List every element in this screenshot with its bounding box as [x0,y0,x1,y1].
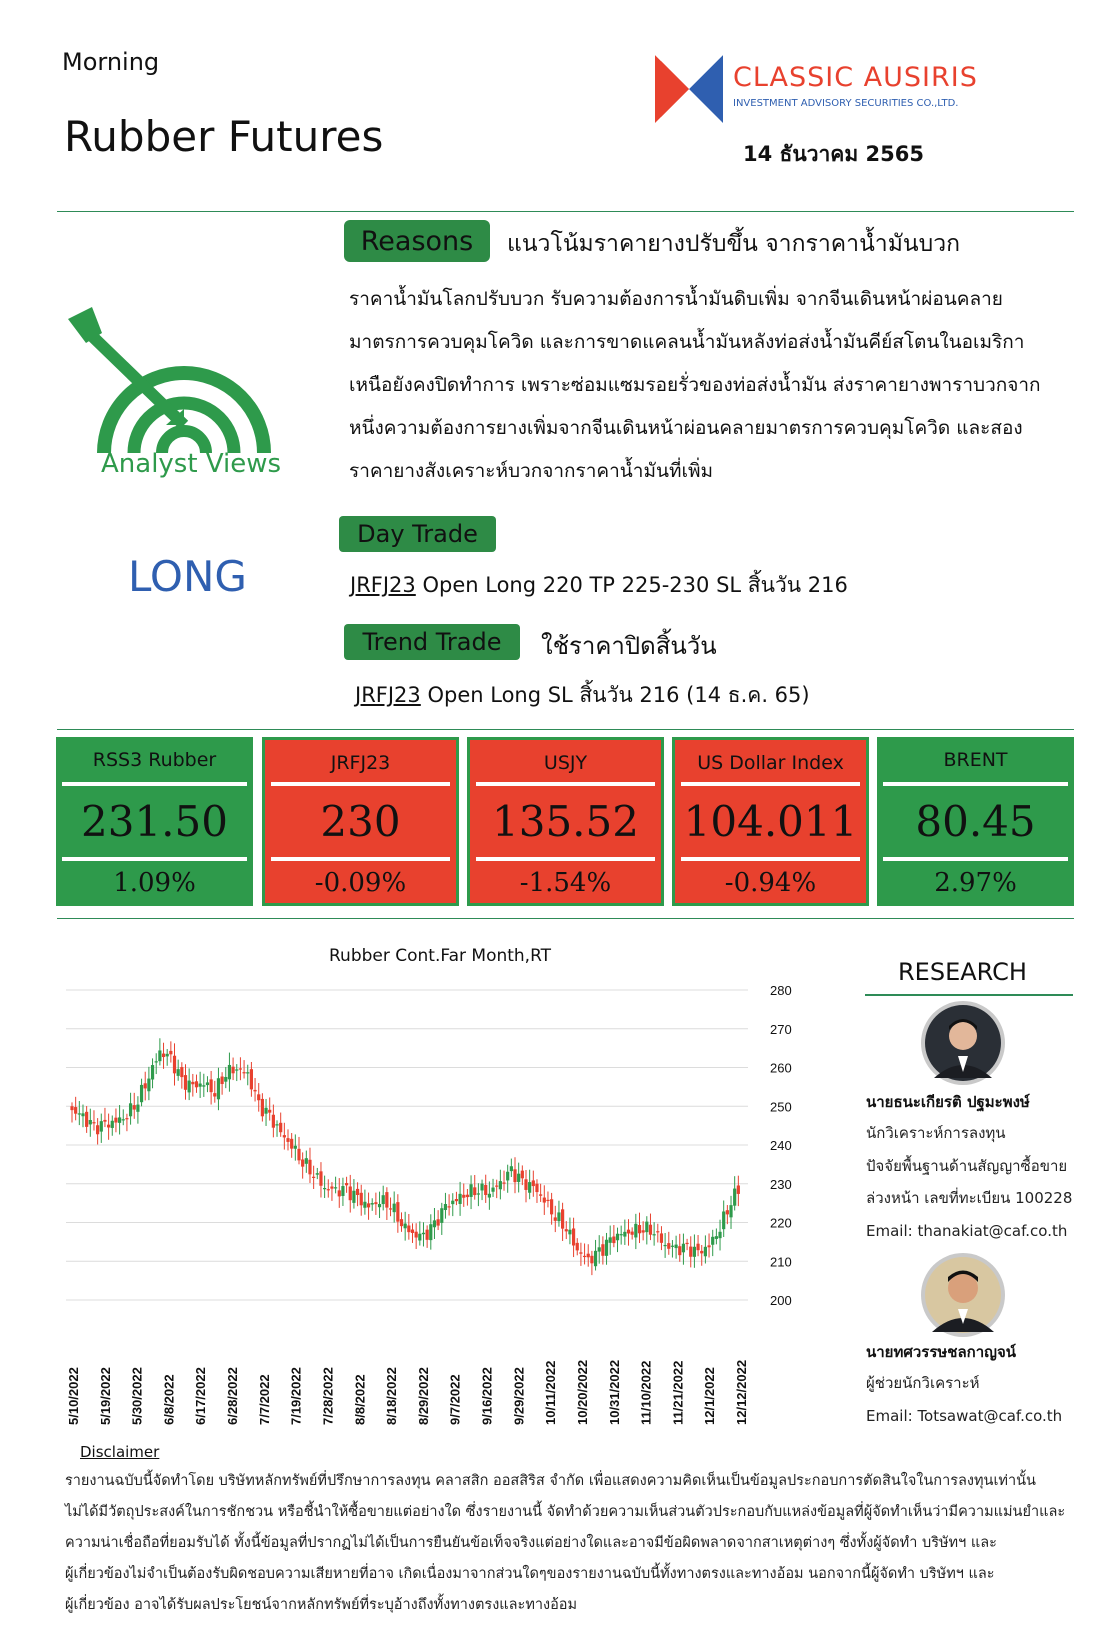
candle [155,1061,158,1062]
x-tick-label: 6/28/2022 [225,1367,241,1425]
stance-label: LONG [128,552,247,601]
analyst-email[interactable]: Email: thanakiat@caf.co.th [866,1221,1068,1240]
candle [594,1251,597,1266]
candle [638,1225,641,1233]
candle [177,1069,180,1076]
analyst-details [866,1117,1072,1247]
analyst-detail-line: ปัจจัยพื้นฐานด้านสัญญาซื้อขาย [866,1156,1068,1175]
candle [696,1244,699,1250]
x-tick-label: 12/12/2022 [734,1359,749,1425]
price-chart [56,975,856,1435]
trend-trade-text: Open Long SL สิ้นวัน 216 (14 ธ.ค. 65) [427,683,810,707]
x-tick-label: 8/8/2022 [352,1374,368,1425]
candle [242,1072,245,1073]
ticker-change: -0.94% [724,867,817,898]
candle [506,1172,509,1181]
x-tick-label: 5/10/2022 [66,1367,81,1425]
reasons-headline: แนวโน้มราคายางปรับขึ้น จากราคาน้ำมันบวก [507,231,961,257]
candle [352,1191,355,1203]
candle [678,1246,681,1255]
candle [144,1083,147,1088]
candle [587,1254,590,1258]
candle [729,1205,732,1217]
candle [649,1225,652,1235]
disclaimer-title: Disclaimer [80,1443,160,1461]
candle [221,1077,224,1084]
disclaimer-line: ผู้เกี่ยวข้องไม่จำเป็นต้องรับผิดชอบความเสียหายที่อาจ เกิดเนื่องมาจากส่วนใดๆของรายงานฉบับนี้ทั้งทางตรงและทางอ้อม นอกจากนี้ผู้จัดทำ บริษัทฯ และ [65,1566,995,1582]
candle [715,1236,718,1239]
candle [660,1233,663,1242]
candle [393,1204,396,1213]
candle [202,1085,205,1086]
candle [199,1084,202,1087]
candle [382,1195,385,1204]
candle [385,1192,388,1207]
brand-name: CLASSIC AUSIRIS [733,62,978,93]
ticker-name: BRENT [943,749,1008,771]
candle [532,1180,535,1186]
x-tick-label: 10/11/2022 [543,1360,559,1425]
candle [627,1230,630,1234]
candle [319,1171,322,1185]
candle [707,1245,710,1247]
candle [499,1181,502,1189]
candle [451,1201,454,1204]
brand-subtitle: INVESTMENT ADVISORY SECURITIES CO.,LTD. [733,98,959,109]
candle [477,1193,480,1194]
candle [495,1186,498,1187]
candle [323,1188,326,1189]
candle [400,1219,403,1226]
candle [100,1121,103,1131]
candle [257,1094,260,1100]
candle [546,1200,549,1201]
candle [528,1182,531,1193]
candle [488,1194,491,1198]
candle [239,1068,242,1069]
ticker-box [467,737,664,906]
candle [253,1090,256,1091]
analyst-detail-line: นักวิเคราะห์การลงทุน [866,1124,1006,1142]
candle [297,1149,300,1161]
candle [275,1124,278,1125]
candle [85,1112,88,1127]
x-tick-label: 8/18/2022 [384,1367,400,1425]
ticker-value: 104.011 [683,796,858,846]
analyst-avatar [920,1252,1006,1338]
candle [389,1208,392,1209]
candle [513,1169,516,1182]
x-tick-label: 10/20/2022 [574,1359,590,1425]
candle [151,1065,154,1079]
candle [609,1237,612,1242]
analyst-name: นายธนะเกียรติ ปฐมะพงษ์ [866,1093,1030,1111]
reasons-line: เหนือยังคงปิดทำการ เพราะซ่อมแซมรอยรั่วของท่อส่งน้ำมัน ส่งราคายางพาราบวกจาก [349,374,1041,396]
candle [634,1224,637,1238]
candle [473,1187,476,1195]
candle [114,1118,117,1123]
divider [865,994,1073,996]
candle [136,1105,139,1112]
candle [429,1224,432,1240]
candle [268,1110,271,1113]
candle [598,1247,601,1251]
candle [411,1230,414,1233]
candle [312,1177,315,1178]
candle [166,1054,169,1057]
disclaimer-line: ความน่าเชื่อถือที่ยอมรับได้ ทั้งนี้ข้อมูลที่ปรากฏไม่ได้เป็นการยืนยันข้อเท็จจริงแต่อย่างใดและอาจมีข้อผิดพลาดจากสาเหตุต่างๆ ซึ่งทั้งผู้จัดทำ บริษัทฯ และ [65,1535,997,1551]
candle [671,1246,674,1247]
x-tick-label: 9/7/2022 [447,1374,463,1425]
candle [689,1247,692,1257]
candle [162,1054,165,1058]
candle [415,1232,418,1238]
candle [180,1067,183,1077]
candle [737,1185,740,1193]
candle [356,1189,359,1195]
candle [147,1079,150,1092]
candle [283,1135,286,1137]
candle [294,1146,297,1149]
analyst-detail-line: ผู้ช่วยนักวิเคราะห์ [866,1374,980,1392]
x-tick-label: 6/8/2022 [161,1374,177,1425]
candle [345,1183,348,1185]
candle [371,1203,374,1204]
reasons-line: หนึ่งความต้องการยางเพิ่มจากจีนเดินหน้าผ่อนคลายมาตรการควบคุมโควิด และสอง [349,417,1023,439]
page-title: Rubber Futures [64,112,384,161]
candle [360,1193,363,1206]
candle [550,1199,553,1214]
analyst-name: นายทศวรรษชลกาญจน์ [866,1343,1016,1361]
research-title: RESEARCH [898,958,1027,986]
candle [733,1189,736,1206]
candle [169,1051,172,1054]
x-tick-label: 7/28/2022 [320,1367,336,1425]
y-tick-label: 250 [770,1099,792,1115]
candle [510,1166,513,1171]
candle [107,1125,110,1128]
candle [213,1093,216,1096]
candle [458,1194,461,1204]
candle [118,1117,121,1122]
report-date: 14 ธันวาคม 2565 [743,142,924,166]
company-logo-icon [655,55,723,123]
chart-title: Rubber Cont.Far Month,RT [329,946,552,966]
x-tick-label: 11/10/2022 [638,1360,654,1425]
candle [81,1113,84,1116]
candle [158,1050,161,1061]
candle [565,1229,568,1231]
day-trade-text: Open Long 220 TP 225-230 SL สิ้นวัน 216 [422,573,848,597]
ticker-box [262,737,459,906]
x-tick-label: 9/29/2022 [511,1367,527,1425]
candle [279,1123,282,1132]
trend-trade-line [355,679,810,712]
analyst-views-label: Analyst Views [101,449,282,479]
candle [426,1230,429,1240]
candle [616,1234,619,1240]
x-tick-label: 5/30/2022 [129,1367,145,1425]
candle [535,1184,538,1192]
candle [433,1220,436,1227]
candle [349,1186,352,1200]
candle [125,1118,128,1119]
candle [444,1204,447,1210]
reasons-badge: Reasons [344,220,490,262]
candle [184,1075,187,1090]
y-tick-label: 260 [770,1060,792,1076]
candle [576,1243,579,1251]
candle [469,1184,472,1197]
candle [480,1184,483,1191]
candle [341,1186,344,1196]
ticker-name: US Dollar Index [697,752,844,774]
ticker-value: 230 [320,796,401,846]
candle [378,1204,381,1207]
candle [70,1106,73,1110]
candle [173,1056,176,1074]
candle [272,1115,275,1128]
candle [653,1234,656,1235]
divider [57,211,1074,212]
divider [57,729,1074,730]
candle [338,1190,341,1196]
disclaimer-line: ไม่ได้มีวัตถุประสงค์ในการชักชวน หรือชี้นำให้ซื้อขายแต่อย่างใด ซึ่งรายงานนี้ จัดทำด้วยความเห็นส่วนตัวประกอบกับแหล่งข้อมูลที่ผู้จัดทำเห็นว่ามีความแม่นยำและ [65,1504,1066,1520]
candle [74,1107,77,1114]
candle [261,1099,264,1116]
candle [579,1252,582,1253]
analyst-email[interactable]: Email: Totsawat@caf.co.th [866,1406,1063,1425]
candle [308,1160,311,1175]
candle [111,1121,114,1128]
candle [396,1202,399,1222]
candle [557,1212,560,1221]
candle [462,1195,465,1198]
ticker-value: 135.52 [492,796,639,846]
ticker-value: 80.45 [915,796,1036,846]
x-tick-label: 9/16/2022 [479,1367,495,1425]
candle [685,1243,688,1244]
candle [334,1187,337,1188]
x-tick-label: 10/31/2022 [606,1359,622,1425]
candle [195,1081,198,1087]
candle [305,1158,308,1164]
candle [466,1195,469,1197]
reasons-line: มาตรการควบคุมโควิด และการขาดแคลนน้ำมันหลังท่อส่งน้ำมันคีย์สโตนในอเมริกา [349,331,1025,353]
y-tick-label: 270 [770,1021,792,1037]
candle [217,1078,220,1099]
candle [502,1182,505,1183]
candle [543,1198,546,1203]
candle [140,1085,143,1102]
candle [363,1202,366,1208]
trend-trade-badge: Trend Trade [344,624,520,660]
x-tick-label: 5/19/2022 [97,1367,113,1425]
candle [612,1237,615,1244]
candle [448,1206,451,1207]
x-tick-label: 6/17/2022 [193,1367,209,1425]
candle [250,1069,253,1089]
candle [235,1069,238,1070]
y-tick-label: 280 [770,983,792,998]
candle [191,1082,194,1084]
candle [455,1199,458,1201]
reasons-body [349,278,1041,493]
report-kicker: Morning [62,48,160,76]
candle [568,1230,571,1235]
candle [210,1079,213,1092]
candle [674,1245,677,1248]
x-tick-label: 7/19/2022 [288,1367,304,1425]
candle [228,1065,231,1079]
candle [682,1244,685,1253]
candle [590,1256,593,1264]
trend-trade-note: ใช้ราคาปิดสิ้นวัน [541,632,717,660]
ticker-change: -1.54% [519,867,612,898]
candle [704,1247,707,1256]
candle [656,1231,659,1232]
ticker-value: 231.50 [81,796,228,846]
candle [631,1232,634,1235]
x-tick-label: 7/7/2022 [256,1374,272,1425]
y-tick-label: 220 [770,1215,792,1231]
candle [645,1222,648,1233]
candle [554,1217,557,1220]
analyst-avatar [920,1000,1006,1086]
trend-trade-symbol[interactable]: JRFJ23 [355,683,421,707]
divider [57,918,1074,919]
candle [601,1244,604,1256]
candle [718,1232,721,1238]
candle [133,1105,136,1109]
candle [286,1138,289,1142]
candle [572,1228,575,1245]
ticker-box [56,737,253,906]
y-tick-label: 230 [770,1176,792,1192]
candle [517,1174,520,1182]
reasons-line: ราคายางสังเคราะห์บวกจากราคาน้ำมันที่เพิ่ม [349,460,714,482]
candle [188,1081,191,1093]
ticker-name: JRFJ23 [330,752,391,774]
candle [122,1119,125,1120]
candle [224,1077,227,1082]
x-tick-label: 12/1/2022 [702,1367,718,1425]
candle [664,1245,667,1246]
candle [407,1226,410,1233]
candle [231,1067,234,1074]
candle [404,1224,407,1229]
candle [620,1234,623,1235]
analyst-detail-line: ล่วงหน้า เลขที่ทะเบียน 100228 [866,1189,1073,1207]
y-tick-label: 210 [770,1254,792,1270]
candle [92,1122,95,1123]
candle [667,1243,670,1249]
ticker-box [672,737,869,906]
candle [374,1202,377,1204]
candle [367,1203,370,1207]
candle [642,1230,645,1232]
candle [524,1179,527,1190]
ticker-change: 2.97% [934,867,1017,898]
ticker-name: USJY [543,752,588,774]
disclaimer-body [65,1466,1065,1621]
candle [722,1211,725,1229]
candle [264,1108,267,1114]
ticker-box [877,737,1074,906]
y-tick-label: 200 [770,1293,792,1308]
day-trade-badge: Day Trade [339,516,496,552]
candle [422,1233,425,1234]
candle [96,1125,99,1134]
candle [290,1139,293,1149]
reasons-line: ราคาน้ำมันโลกปรับบวก รับความต้องการน้ำมันดิบเพิ่ม จากจีนเดินหน้าผ่อนคลาย [349,288,1003,310]
candle [693,1247,696,1257]
day-trade-symbol[interactable]: JRFJ23 [350,573,416,597]
candle [89,1120,92,1124]
candle [206,1082,209,1085]
candle [301,1159,304,1166]
ticker-name: RSS3 Rubber [92,749,217,771]
candle [521,1171,524,1179]
candle [327,1189,330,1190]
candle [316,1173,319,1174]
analyst-details [866,1367,1062,1432]
candle [246,1072,249,1073]
ticker-change: 1.09% [113,867,196,898]
candle [561,1209,564,1228]
candle [418,1234,421,1241]
x-tick-label: 11/21/2022 [670,1360,686,1425]
candle [605,1240,608,1256]
candle [711,1237,714,1245]
candle [623,1232,626,1237]
candle [539,1194,542,1195]
candle [437,1219,440,1225]
candle [583,1256,586,1257]
candle [484,1185,487,1195]
y-tick-label: 240 [770,1138,792,1153]
x-tick-label: 8/29/2022 [415,1367,431,1425]
candle [440,1208,443,1223]
disclaimer-line: ผู้เกี่ยวข้อง อาจได้รับผลประโยชน์จากหลักทรัพย์ที่ระบุอ้างถึงทั้งทางตรงและทางอ้อม [65,1597,578,1613]
candle [129,1103,132,1116]
candle [726,1210,729,1214]
candle [103,1120,106,1122]
candle [491,1188,494,1192]
disclaimer-line: รายงานฉบับนี้จัดทำโดย บริษัทหลักทรัพย์ที่ปรึกษาการลงทุน คลาสสิก ออสสิริส จำกัด เพื่อแสดงความคิดเห็นเป็นข้อมูลประกอบการตัดสินใจในการลงทุนเท่านั้น [65,1473,1036,1489]
candle [330,1187,333,1189]
candle [78,1113,81,1114]
target-arrow-icon [56,305,292,461]
ticker-change: -0.09% [314,867,407,898]
day-trade-line [350,569,848,602]
candle [700,1251,703,1253]
